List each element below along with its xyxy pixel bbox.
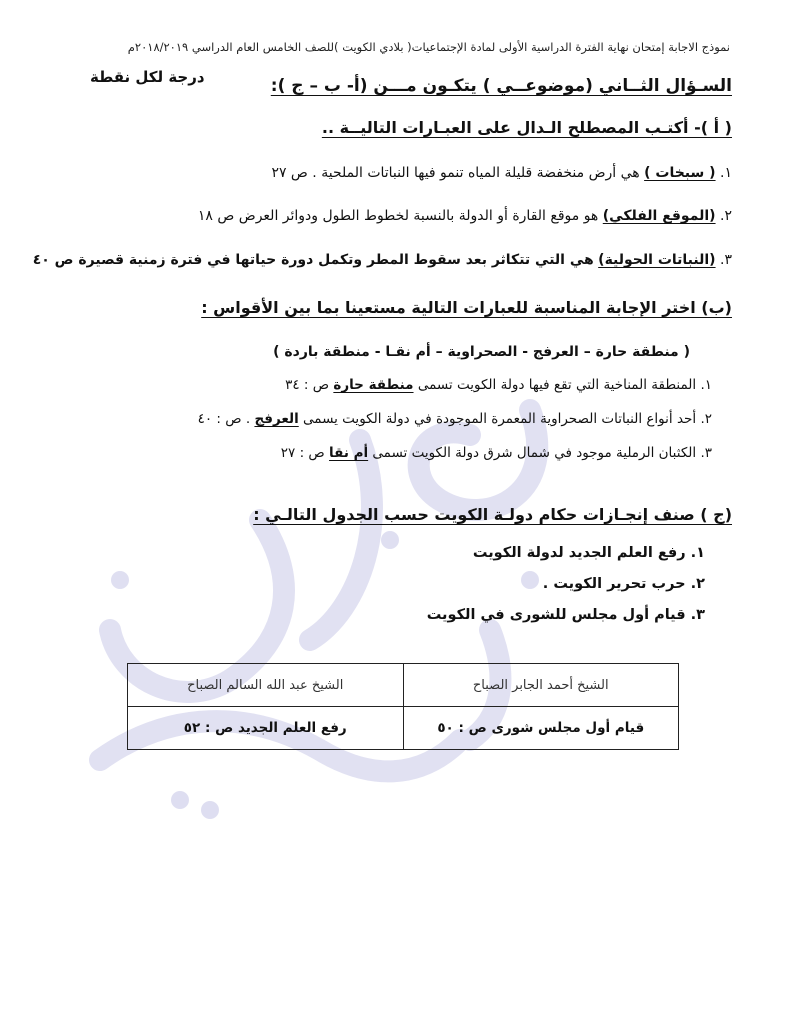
section-c-title: (ج ) صنف إنجـازات حكام دولـة الكويت حسب الجدول التالـي : bbox=[253, 505, 732, 524]
section-b-title: (ب) اختر الإجابة المناسبة للعبارات التالية مستعينا بما بين الأقواس : bbox=[201, 298, 732, 317]
grade-note: درجة لكل نقطة bbox=[90, 68, 205, 86]
document-header: نموذج الاجابة إمتحان نهاية الفترة الدراسية الأولى لمادة الإجتماعيات( بلادي الكويت )للصف الخامس العام الدراسي ٢٠١٨/٢٠١٩م bbox=[127, 40, 730, 54]
section-b-item-1: ١. المنطقة المناخية التي تقع فيها دولة الكويت تسمى منطقة حارة ص : ٣٤ bbox=[285, 377, 712, 393]
table-cell: قيام أول مجلس شورى ص : ٥٠ bbox=[403, 707, 679, 750]
question-title: السـؤال الثــاني (موضوعــي ) يتكـون مـــن (أ- ب – ج ): bbox=[270, 76, 732, 96]
table-header-cell: الشيخ عبد الله السالم الصباح bbox=[128, 664, 404, 707]
table-header-cell: الشيخ أحمد الجابر الصباح bbox=[403, 664, 679, 707]
section-a-item-3: ٣. (النباتات الحولية) هي التي تتكاثر بعد سقوط المطر وتكمل دورة حياتها في فترة زمنية قصيرة ص ٤٠ bbox=[32, 252, 732, 268]
table-row bbox=[128, 707, 679, 750]
section-a-item-2: ٢. (الموقع الفلكي) هو موقع القارة أو الدولة بالنسبة لخطوط الطول ودوائر العرض ص ١٨ bbox=[197, 208, 732, 224]
section-b-item-3: ٣. الكثبان الرملية موجود في شمال شرق دولة الكويت تسمى أم نقا ص : ٢٧ bbox=[280, 445, 712, 461]
section-c-item-3: ٣. قيام أول مجلس للشورى في الكويت bbox=[426, 607, 705, 623]
section-b-item-2: ٢. أحد أنواع النباتات الصحراوية المعمرة الموجودة في دولة الكويت يسمى العرفج . ص : ٤٠ bbox=[197, 411, 712, 427]
section-a-item-1: ١. ( سبخات ) هي أرض منخفضة قليلة المياه تنمو فيها النباتات الملحية . ص ٢٧ bbox=[271, 165, 732, 181]
section-c-item-1: ١. رفع العلم الجديد لدولة الكويت bbox=[472, 545, 705, 561]
achievements-table bbox=[127, 663, 679, 750]
table-header-row bbox=[128, 664, 679, 707]
section-c-item-2: ٢. حرب تحرير الكويت . bbox=[542, 576, 705, 592]
section-a-title: ( أ )- أكتـب المصطلح الـدال على العبـارات التاليــة .. bbox=[321, 118, 732, 137]
table-cell: رفع العلم الجديد ص : ٥٢ bbox=[128, 707, 404, 750]
section-b-options: ( منطقة حارة – العرفج - الصحراوية – أم نقـا - منطقة باردة ) bbox=[273, 344, 690, 360]
